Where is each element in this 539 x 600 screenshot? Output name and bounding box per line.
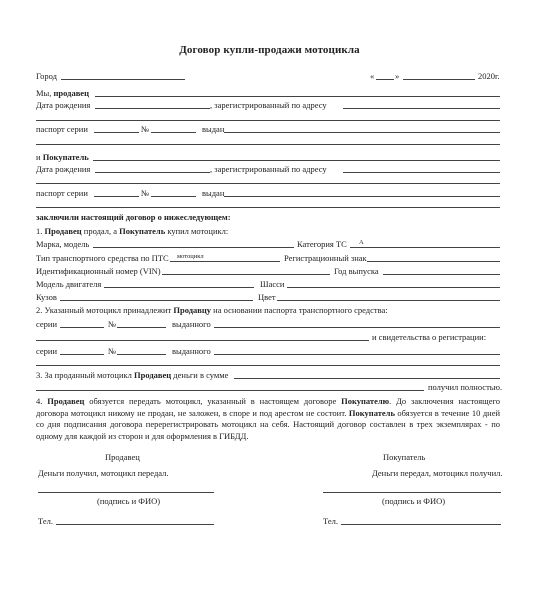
color-field[interactable] <box>277 300 500 301</box>
clause4-paragraph: 4. Продавец обязуется передать мотоцикл, указанный в настоящем договоре Покупателю. До заключения настоящего договора мотоцикл никому не продан, не заложен, в споре и под арестом не состоит. Покупатель обязуется в течение 10 дней со дня подписания договора перерегистрировать мотоцикл на себя. Настоящий договор составлен в трех экземплярах - по одному для каждой из сторон и для оформления в ГИБДД. <box>36 396 501 441</box>
pts-issued-field[interactable] <box>214 327 500 328</box>
cert-num-label: № <box>108 346 117 356</box>
vehicle-type-label: Тип транспортного средства по ПТС <box>36 253 169 263</box>
seller-num-label: № <box>141 124 150 134</box>
seller-issued-field[interactable] <box>224 132 500 133</box>
buyer-tel-label: Тел. <box>323 516 339 526</box>
cert-series-field[interactable] <box>60 354 104 355</box>
seller-signature-title: Продавец <box>105 452 140 462</box>
vehicle-type-value: мотоцикл <box>177 253 204 260</box>
buyer-issued-field-2[interactable] <box>36 207 500 208</box>
price-words-field[interactable] <box>36 390 424 391</box>
make-model-field[interactable] <box>93 247 294 248</box>
date-quote-close: » <box>395 71 400 81</box>
received-fully-label: получил полностью. <box>428 382 503 392</box>
vin-field[interactable] <box>162 274 330 275</box>
pts-issued-label: выданного <box>172 319 211 329</box>
year-of-issue-field[interactable] <box>383 274 500 275</box>
chassis-field[interactable] <box>287 287 500 288</box>
city-label: Город <box>36 71 57 81</box>
city-field[interactable] <box>61 79 185 80</box>
pts-num-label: № <box>108 319 117 329</box>
engine-model-field[interactable] <box>104 287 254 288</box>
cert-number-field[interactable] <box>117 354 166 355</box>
document-title: Договор купли-продажи мотоцикла <box>179 44 360 56</box>
clause3-text: 3. За проданный мотоцикл Продавец деньги в сумме <box>36 370 229 380</box>
pts-issued-field-2[interactable] <box>36 340 369 341</box>
category-field[interactable] <box>350 247 500 248</box>
buyer-tel-field[interactable] <box>341 524 501 525</box>
body-label: Кузов <box>36 292 57 302</box>
engine-model-label: Модель двигателя <box>36 279 102 289</box>
buyer-signature-title: Покупатель <box>383 452 426 462</box>
year-of-issue-label: Год выпуска <box>334 266 379 276</box>
buyer-signature-line[interactable] <box>323 492 501 493</box>
reg-cert-label: и свидетельства о регистрации: <box>372 332 487 342</box>
category-value: А <box>359 239 364 246</box>
make-model-label: Марка, модель <box>36 239 90 249</box>
date-quote-open: « <box>370 71 375 81</box>
seller-address-field-2[interactable] <box>36 120 500 121</box>
seller-passport-label: паспорт серии <box>36 124 88 134</box>
date-month-field[interactable] <box>403 79 475 80</box>
buyer-registered-label: , зарегистрированный по адресу <box>210 164 327 174</box>
buyer-intro: и Покупатель <box>36 152 89 162</box>
buyer-passport-label: паспорт серии <box>36 188 88 198</box>
clause2-text: 2. Указанный мотоцикл принадлежит Продавцу на основании паспорта транспортного средства: <box>36 305 388 315</box>
seller-passport-series-field[interactable] <box>94 132 139 133</box>
buyer-sign-caption: (подпись и ФИО) <box>382 496 446 506</box>
cert-issued-field-2[interactable] <box>36 365 500 366</box>
seller-tel-label: Тел. <box>38 516 54 526</box>
year-label: 2020г. <box>478 71 500 81</box>
date-day-field[interactable] <box>376 79 394 80</box>
buyer-dob-field[interactable] <box>95 172 210 173</box>
buyer-issued-field[interactable] <box>224 196 500 197</box>
pts-number-field[interactable] <box>117 327 166 328</box>
seller-dob-field[interactable] <box>95 108 210 109</box>
category-label: Категория ТС <box>297 239 347 249</box>
price-field[interactable] <box>234 378 500 379</box>
pts-series-label: серии <box>36 319 57 329</box>
buyer-money-statement: Деньги передал, мотоцикл получил. <box>372 468 503 478</box>
seller-dob-label: Дата рождения <box>36 100 91 110</box>
seller-name-field[interactable] <box>95 96 500 97</box>
seller-address-field[interactable] <box>343 108 500 109</box>
seller-tel-field[interactable] <box>56 524 214 525</box>
cert-series-label: серии <box>36 346 57 356</box>
seller-money-statement: Деньги получил, мотоцикл передал. <box>38 468 169 478</box>
buyer-issued-label: выдан <box>202 188 225 198</box>
buyer-passport-series-field[interactable] <box>94 196 139 197</box>
seller-signature-line[interactable] <box>38 492 214 493</box>
cert-issued-label: выданного <box>172 346 211 356</box>
body-field[interactable] <box>60 300 253 301</box>
seller-intro: Мы, продавец <box>36 88 89 98</box>
color-label: Цвет <box>258 292 276 302</box>
buyer-address-field[interactable] <box>343 172 500 173</box>
concluded-heading: заключили настоящий договор о нижеследующем: <box>36 212 231 222</box>
chassis-label: Шасси <box>260 279 285 289</box>
seller-issued-label: выдан <box>202 124 225 134</box>
buyer-dob-label: Дата рождения <box>36 164 91 174</box>
reg-sign-label: Регистрационный знак <box>284 253 367 263</box>
seller-passport-number-field[interactable] <box>151 132 196 133</box>
reg-sign-field[interactable] <box>367 261 500 262</box>
seller-issued-field-2[interactable] <box>36 144 500 145</box>
buyer-passport-number-field[interactable] <box>151 196 196 197</box>
buyer-name-field[interactable] <box>93 160 500 161</box>
clause1-intro: 1. Продавец продал, а Покупатель купил мотоцикл: <box>36 226 229 236</box>
seller-registered-label: , зарегистрированный по адресу <box>210 100 327 110</box>
buyer-address-field-2[interactable] <box>36 183 500 184</box>
pts-series-field[interactable] <box>60 327 104 328</box>
cert-issued-field[interactable] <box>214 354 500 355</box>
seller-sign-caption: (подпись и ФИО) <box>97 496 161 506</box>
vin-label: Идентификационный номер (VIN) <box>36 266 161 276</box>
buyer-num-label: № <box>141 188 150 198</box>
